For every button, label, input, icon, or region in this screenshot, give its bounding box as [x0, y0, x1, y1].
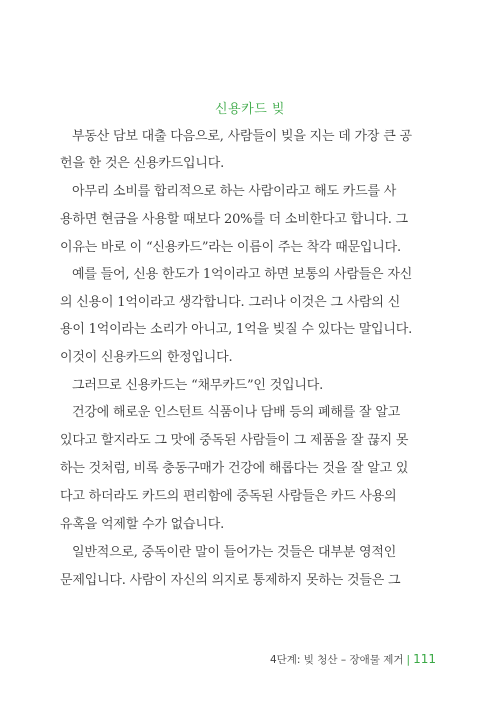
body-line: 이것이 신용카드의 한정입니다.	[60, 350, 233, 365]
body-line: 건강에 해로운 인스턴트 식품이나 담배 등의 폐해를 잘 알고	[72, 405, 401, 420]
page-footer	[270, 652, 436, 667]
body-line: 그러므로 신용카드는 “채무카드”인 것입니다.	[72, 378, 324, 393]
body-line: 용하면 현금을 사용할 때보다 20%를 더 소비한다고 합니다. 그	[60, 212, 408, 227]
body-line: 있다고 할지라도 그 맛에 중독된 사람들이 그 제품을 잘 끊지 못	[60, 433, 409, 448]
chapter-title: 4단계: 빚 청산 – 장애물 제거	[269, 654, 404, 666]
body-line: 용이 1억이라는 소리가 아니고, 1억을 빚질 수 있다는 말입니다.	[60, 322, 413, 337]
body-line: 의 신용이 1억이라고 생각합니다. 그러나 이것은 그 사람의 신	[60, 295, 401, 310]
body-line: 하는 것처럼, 비록 충동구매가 건강에 해롭다는 것을 잘 알고 있	[60, 461, 409, 476]
body-line: 다고 하더라도 카드의 편리함에 중독된 사람들은 카드 사용의	[60, 489, 397, 504]
body-line: 예를 들어, 신용 한도가 1억이라고 하면 보통의 사람들은 자신	[72, 267, 413, 282]
page-number: 111	[413, 652, 436, 666]
section-heading: 신용카드 빚	[215, 102, 285, 117]
body-line: 아무리 소비를 합리적으로 하는 사람이라고 해도 카드를 사	[72, 184, 397, 199]
body-line: 문제입니다. 사람이 자신의 의지로 통제하지 못하는 것들은 그	[60, 573, 401, 588]
body-line: 이유는 바로 이 “신용카드”라는 이름이 주는 착각 때문입니다.	[60, 240, 401, 255]
body-line: 유혹을 억제할 수가 없습니다.	[60, 517, 225, 532]
body-line: 일반적으로, 중독이란 말이 들어가는 것들은 대부분 영적인	[72, 545, 397, 560]
body-line: 부동산 담보 대출 다음으로, 사람들이 빚을 지는 데 가장 큰 공	[72, 129, 412, 144]
footer-separator: |	[406, 654, 411, 666]
body-line: 헌을 한 것은 신용카드입니다.	[60, 156, 225, 171]
